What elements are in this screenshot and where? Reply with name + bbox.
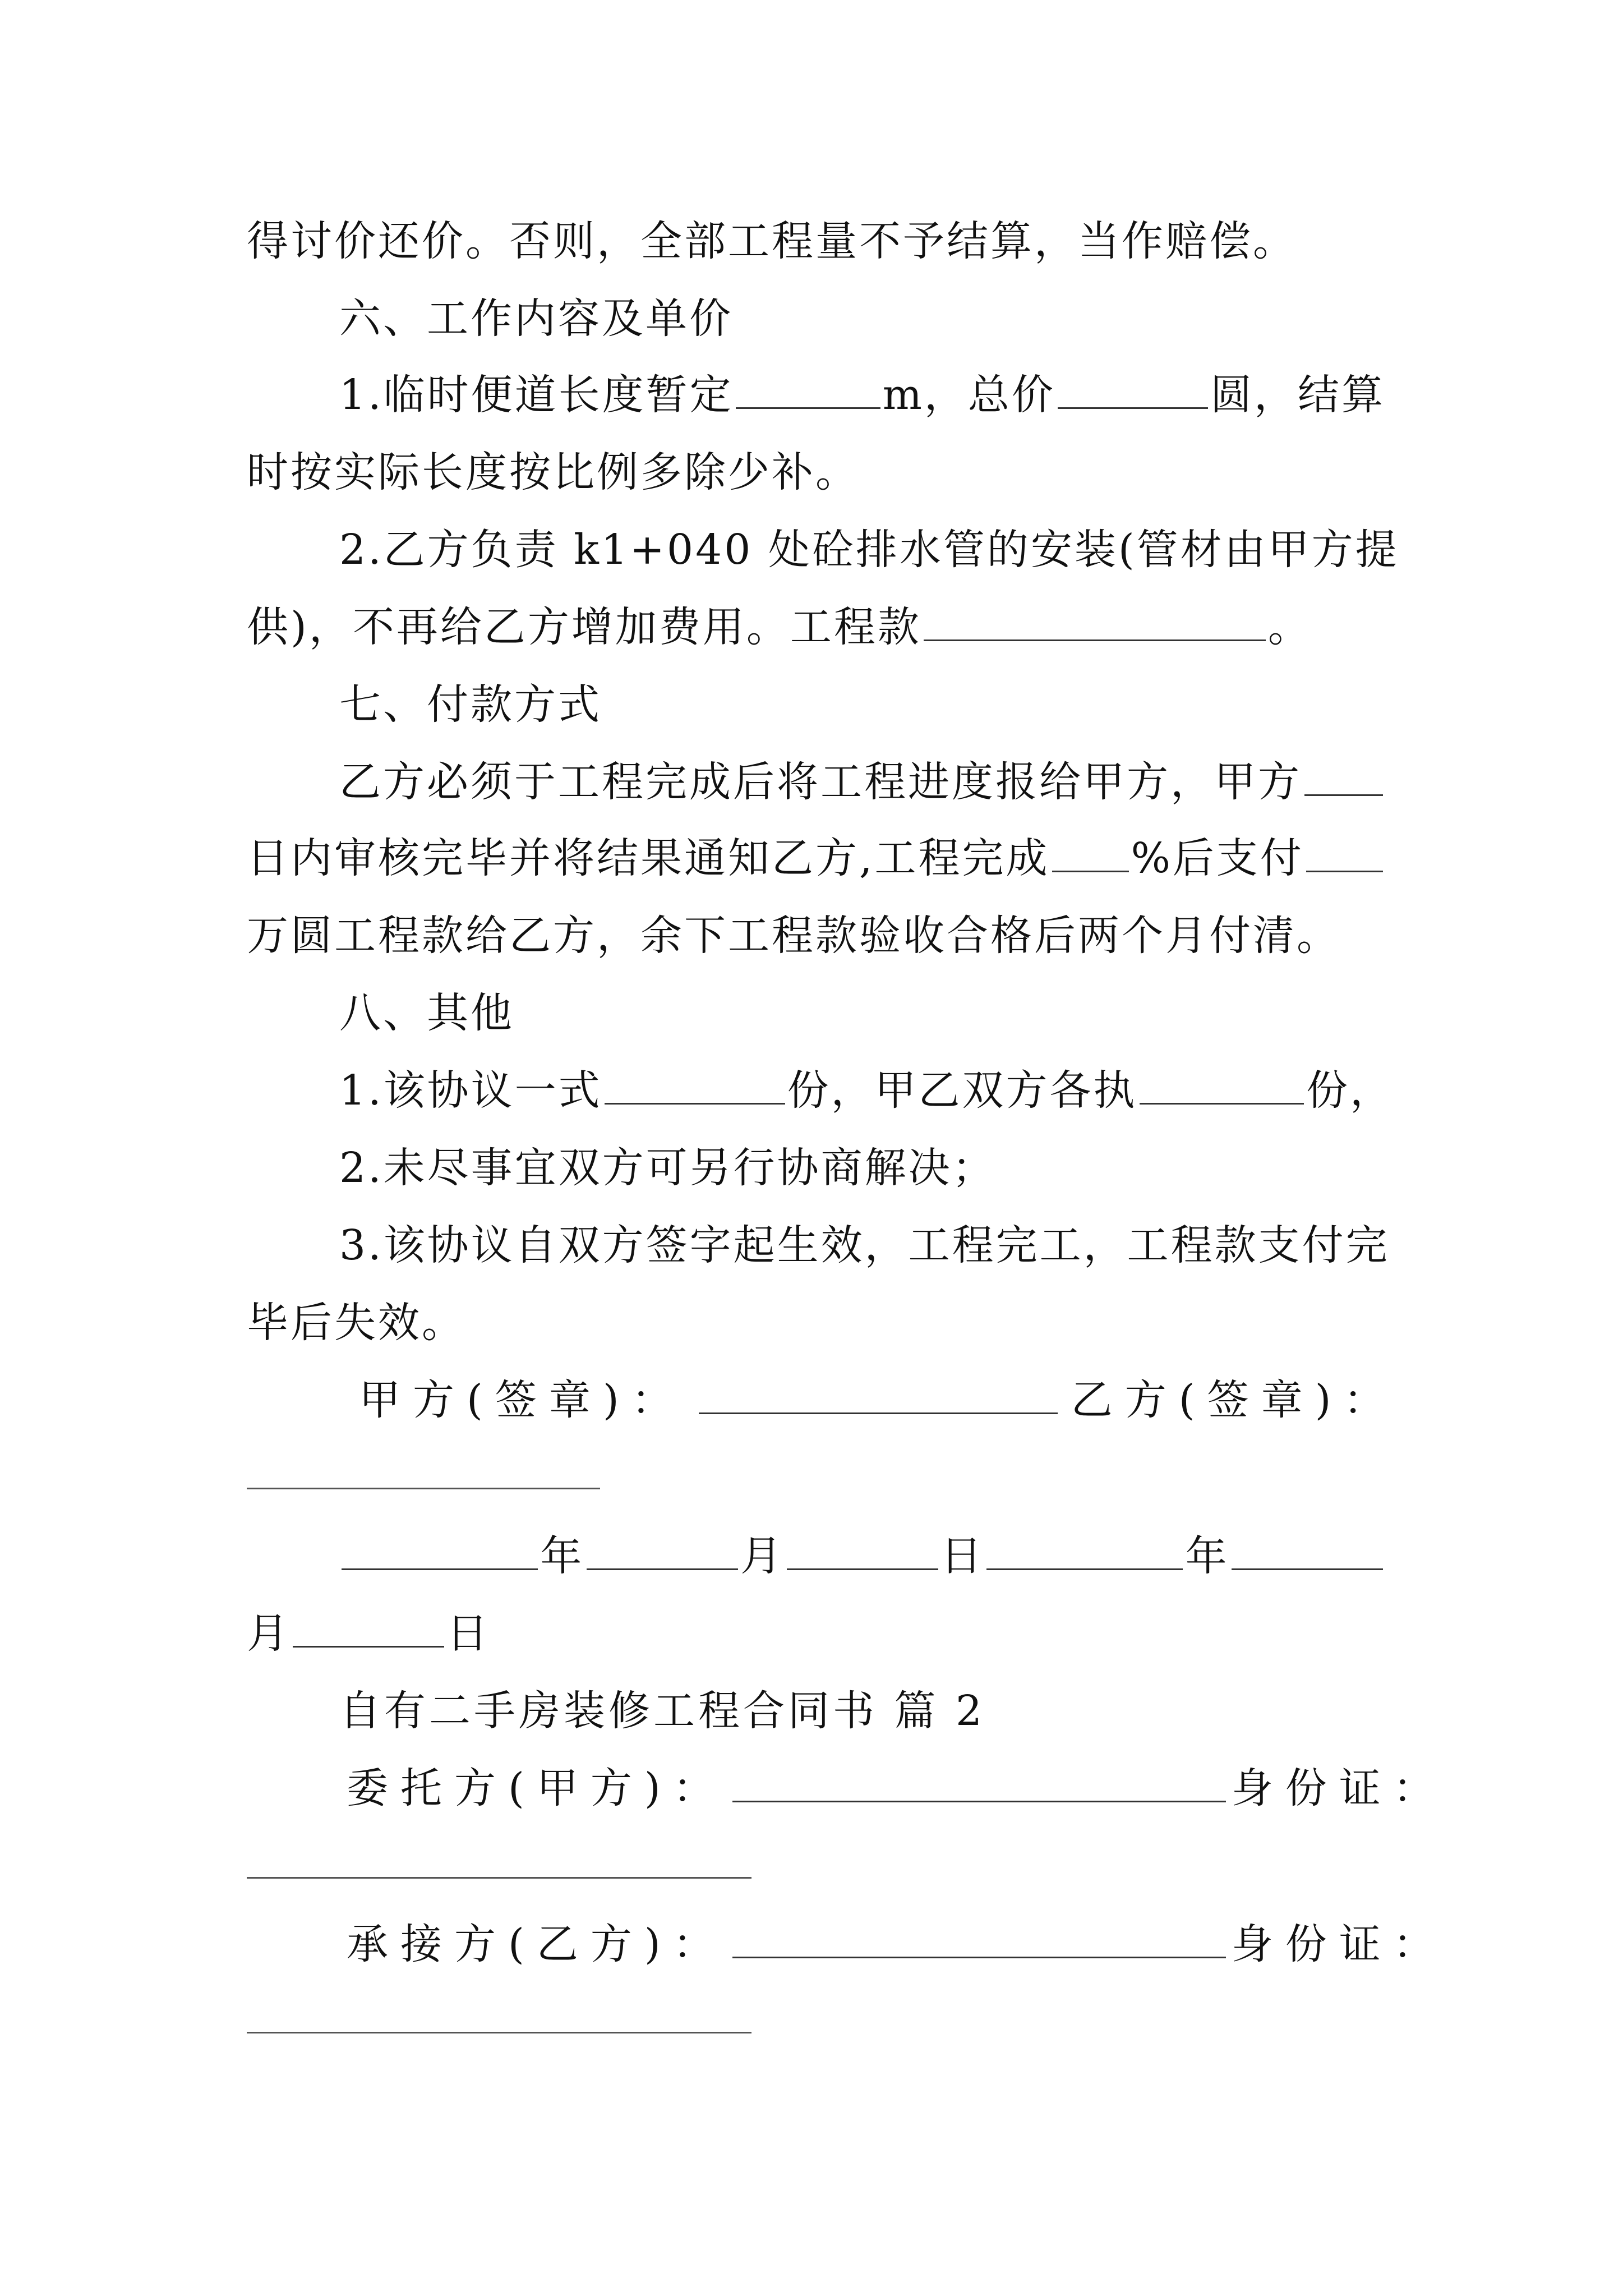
- document-title: [339, 1684, 1478, 1738]
- paragraph-line: [247, 831, 1385, 885]
- year-blank[interactable]: [342, 1534, 538, 1570]
- text: 日: [940, 1532, 984, 1580]
- year-blank[interactable]: [986, 1534, 1183, 1570]
- client-id-label: 身份证：: [1231, 1764, 1447, 1812]
- party-a-sign-blank[interactable]: [699, 1378, 1058, 1414]
- text: 圆，结算: [1210, 371, 1385, 419]
- client-label: 委托方(甲方)：: [347, 1764, 727, 1812]
- party-b-sign-label: 乙方(签章)：: [1071, 1376, 1398, 1424]
- section-heading: [339, 292, 1478, 346]
- fill-blank[interactable]: [605, 1068, 785, 1105]
- fill-blank[interactable]: [1140, 1068, 1304, 1105]
- fill-blank[interactable]: [924, 605, 1266, 641]
- day-blank[interactable]: [787, 1534, 938, 1570]
- day-blank[interactable]: [293, 1611, 444, 1648]
- month-blank[interactable]: [587, 1534, 738, 1570]
- text: 份，甲乙双方各执: [787, 1066, 1137, 1115]
- contractor-id-blank[interactable]: [247, 2032, 751, 2033]
- fill-blank[interactable]: [1306, 836, 1383, 872]
- text: 1.该协议一式: [339, 1066, 602, 1115]
- paragraph-line: [247, 214, 1385, 268]
- client-id-blank[interactable]: [247, 1877, 751, 1879]
- fill-blank[interactable]: [1058, 372, 1208, 409]
- date-row-continued: [247, 1607, 1385, 1660]
- signature-row: [359, 1373, 1398, 1427]
- text: 日: [446, 1609, 490, 1658]
- paragraph-line: [339, 1141, 1478, 1195]
- text: 七、付款方式: [339, 680, 602, 729]
- text: 份，: [1306, 1066, 1394, 1115]
- paragraph-line: [247, 1296, 1385, 1350]
- text: 毕后失效。: [247, 1299, 465, 1347]
- text: 2.未尽事宜双方可另行协商解决；: [339, 1144, 996, 1192]
- text: 日内审核完毕并将结果通知乙方,工程完成: [247, 834, 1050, 882]
- contractor-label: 承接方(乙方)：: [347, 1920, 727, 1968]
- text: 八、其他: [339, 989, 514, 1037]
- section-heading: [339, 986, 1478, 1040]
- fill-blank[interactable]: [736, 372, 880, 409]
- text: 万圆工程款给乙方，余下工程款验收合格后两个月付清。: [247, 912, 1340, 960]
- text: 1.临时便道长度暂定: [339, 371, 734, 419]
- contractor-row: [347, 1917, 1447, 1971]
- paragraph-line: [339, 368, 1385, 422]
- text: m，总价: [882, 371, 1055, 419]
- paragraph-line: [339, 1218, 1478, 1272]
- party-a-sign-label: 甲方(签章)：: [359, 1376, 685, 1424]
- contractor-name-blank[interactable]: [732, 1922, 1226, 1958]
- text: 。: [1267, 603, 1312, 651]
- paragraph-line: [339, 755, 1385, 809]
- paragraph-line: [339, 1064, 1394, 1117]
- contractor-id-label: 身份证：: [1231, 1920, 1447, 1968]
- paragraph-line: [247, 600, 1385, 654]
- client-row: [347, 1761, 1447, 1815]
- text: 六、工作内容及单价: [339, 295, 733, 343]
- text: 自有二手房装修工程合同书 篇 2: [339, 1687, 986, 1735]
- text: 得讨价还价。否则，全部工程量不予结算，当作赔偿。: [247, 217, 1297, 265]
- paragraph-line: [247, 909, 1385, 963]
- paragraph-line: [247, 445, 1385, 499]
- text: 时按实际长度按比例多除少补。: [247, 448, 859, 496]
- paragraph-line: [339, 523, 1478, 577]
- text: 乙方必须于工程完成后将工程进度报给甲方，甲方: [339, 758, 1302, 806]
- text: %后支付: [1131, 834, 1304, 882]
- month-blank[interactable]: [1232, 1534, 1383, 1570]
- section-heading: [339, 678, 1478, 731]
- text: 年: [1185, 1532, 1229, 1580]
- text: 年: [540, 1532, 584, 1580]
- text: 供)，不再给乙方增加费用。工程款: [247, 603, 921, 651]
- date-row: [339, 1529, 1385, 1583]
- fill-blank[interactable]: [1304, 760, 1383, 796]
- text: 2.乙方负责 k1+040 处砼排水管的安装(管材由甲方提: [339, 526, 1399, 574]
- client-name-blank[interactable]: [732, 1766, 1226, 1802]
- text: 3.该协议自双方签字起生效，工程完工，工程款支付完: [339, 1221, 1390, 1269]
- fill-blank[interactable]: [1052, 836, 1129, 872]
- text: 月: [247, 1609, 291, 1658]
- text: 月: [740, 1532, 785, 1580]
- party-b-sign-blank[interactable]: [247, 1488, 600, 1489]
